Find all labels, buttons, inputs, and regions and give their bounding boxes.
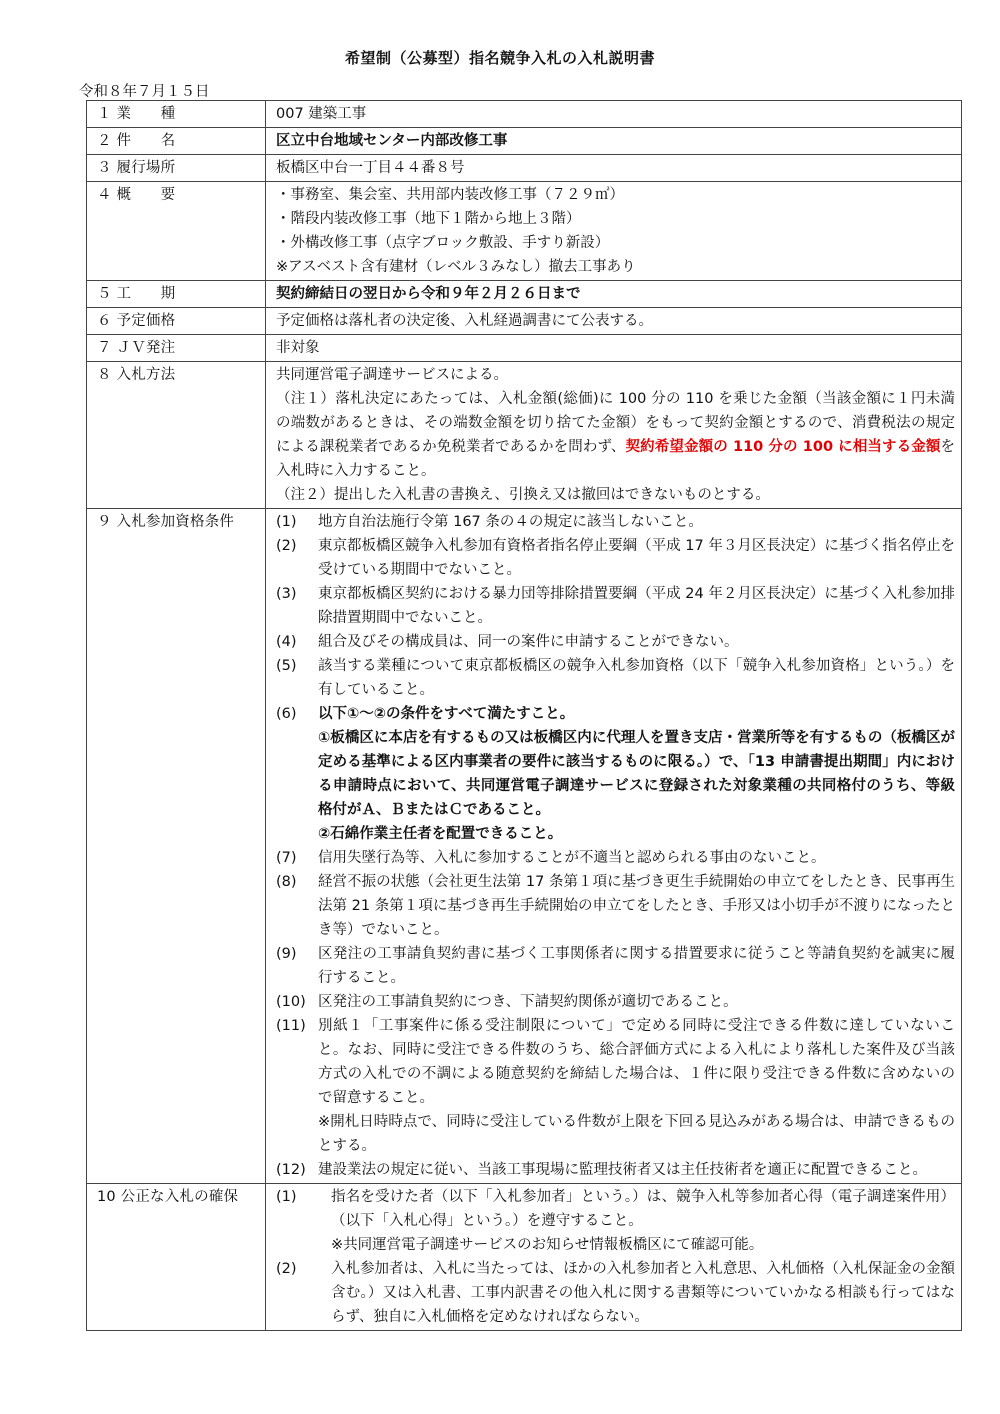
list-item xyxy=(276,1257,955,1329)
row-label: ５ 工 期 xyxy=(87,281,266,308)
bid-note-1 xyxy=(276,387,955,483)
item-text: 経営不振の状態（会社更生法第 17 条第１項に基づき更生手続開始の申立てをしたとき、民事再生法第 21 条第１項に基づき再生手続開始の申立てをしたとき、手形又は小切手が不渡りになったとき等）でないこと。 xyxy=(318,874,955,938)
bid-note-1-text: （注１）落札決定にあたっては、入札金額(総価)に 100 分の 110 を乗じた金額（当該金額に１円未満の端数があるときは、その端数金額を切り捨てた金額）をもって契約金額とするので、消費税法の規定による課税業者であるか免税業者であるかを問わず、 xyxy=(276,391,955,455)
spec-table xyxy=(86,100,962,1331)
row-label: ２ 件 名 xyxy=(87,128,266,155)
item-number: (11) xyxy=(276,1018,306,1034)
row-value xyxy=(266,1184,962,1331)
table-row xyxy=(87,1184,962,1331)
item-number: (2) xyxy=(276,538,297,554)
item-text: 区発注の工事請負契約につき、下請契約関係が適切であること。 xyxy=(318,994,738,1010)
list-item xyxy=(276,630,955,654)
summary-line: ※アスベスト含有建材（レベル３みなし）撤去工事あり xyxy=(276,259,636,275)
table-row xyxy=(87,362,962,509)
item-6-sub-2: ②石綿作業主任者を配置できること。 xyxy=(318,826,563,842)
table-row xyxy=(87,509,962,1184)
item-text: 指名を受けた者（以下「入札参加者」という。）は、競争入札等参加者心得（電子調達案件用）（以下「入札心得」という。）を遵守すること。 xyxy=(331,1189,955,1229)
bid-method-line: 共同運営電子調達サービスによる。 xyxy=(276,367,508,383)
item-text: 別紙１「工事案件に係る受注制限について」で定める同時に受注できる件数に達していないこと。なお、同時に受注できる件数のうち、総合評価方式による入札により落札した案件及び当該方式の入札での不調による随意契約を締結した場合は、１件に限り受注できる件数に含めないので留意すること。 xyxy=(318,1018,955,1106)
row-label: ３ 履行場所 xyxy=(87,155,266,182)
document-title: 希望制（公募型）指名競争入札の入札説明書 xyxy=(344,49,655,67)
item-number: (12) xyxy=(276,1162,306,1178)
item-text: 東京都板橋区競争入札参加有資格者指名停止要綱（平成 17 年３月区長決定）に基づく指名停止を受けている期間中でないこと。 xyxy=(318,538,955,578)
item-text: 地方自治法施行令第 167 条の４の規定に該当しないこと。 xyxy=(318,514,703,530)
item-text: 区発注の工事請負契約書に基づく工事関係者に関する措置要求に従うこと等請負契約を誠実に履行すること。 xyxy=(318,946,955,986)
row-value xyxy=(266,509,962,1184)
table-row xyxy=(87,335,962,362)
bid-note-2: （注２）提出した入札書の書換え、引換え又は撤回はできないものとする。 xyxy=(276,487,770,503)
item-number: (8) xyxy=(276,874,297,890)
item-number: (10) xyxy=(276,994,306,1010)
item-number: (2) xyxy=(276,1261,297,1277)
item-text: 東京都板橋区契約における暴力団等排除措置要綱（平成 24 年２月区長決定）に基づく入札参加排除措置期間中でないこと。 xyxy=(318,586,955,626)
row-value: 007 建築工事 xyxy=(266,101,962,128)
row-value: 区立中台地域センター内部改修工事 xyxy=(266,128,962,155)
item-number: (1) xyxy=(276,514,297,530)
row-value: 板橋区中台一丁目４４番８号 xyxy=(266,155,962,182)
row-label: ８ 入札方法 xyxy=(87,362,266,509)
list-item xyxy=(276,582,955,630)
list-item xyxy=(276,1014,955,1110)
list-item xyxy=(276,942,955,990)
table-row xyxy=(87,155,962,182)
item-11-note: ※開札日時時点で、同時に受注している件数が上限を下回る見込みがある場合は、申請できるものとする。 xyxy=(318,1114,955,1154)
list-item xyxy=(276,1158,955,1182)
table-row xyxy=(87,128,962,155)
list-item xyxy=(276,846,955,870)
table-row xyxy=(87,281,962,308)
item-text: 入札参加者は、入札に当たっては、ほかの入札参加者と入札意思、入札価格（入札保証金の金額含む。）又は入札書、工事内訳書その他入札に関する書類等についていかなる相談も行ってはならず、独自に入札価格を定めなければならない。 xyxy=(331,1261,955,1325)
bid-note-1-tail: を入札時に入力すること。 xyxy=(276,439,955,479)
list-item xyxy=(276,534,955,582)
item-number: (5) xyxy=(276,658,297,674)
item-6-sub-1: ①板橋区に本店を有するもの又は板橋区内に代理人を置き支店・営業所等を有するもの（板橋区が定める基準による区内事業者の要件に該当するものに限る。）で、「13 申請書提出期間」内における申請時点において、共同運営電子調達サービスに登録された対象業種の共同格付のうち、等級格付がＡ、ＢまたはＣであること。 xyxy=(318,730,955,818)
summary-line: ・外構改修工事（点字ブロック敷設、手すり新設） xyxy=(276,235,610,251)
list-item xyxy=(276,510,955,534)
summary-line: ・事務室、集会室、共用部内装改修工事（７２９㎡） xyxy=(276,187,624,203)
row-value xyxy=(266,362,962,509)
item-number: (3) xyxy=(276,586,297,602)
item-text: 組合及びその構成員は、同一の案件に申請することができない。 xyxy=(318,634,739,650)
row-label: ７ ＪＶ発注 xyxy=(87,335,266,362)
row-label: ６ 予定価格 xyxy=(87,308,266,335)
list-item xyxy=(276,702,955,726)
item-text: 建設業法の規定に従い、当該工事現場に監理技術者又は主任技術者を適正に配置できること。 xyxy=(318,1162,927,1178)
bid-note-1-highlight: 契約希望金額の 110 分の 100 に相当する金額 xyxy=(625,439,941,455)
list-item xyxy=(276,870,955,942)
fair-bid-note: ※共同運営電子調達サービスのお知らせ情報板橋区にて確認可能。 xyxy=(331,1237,764,1253)
item-text: 以下①～②の条件をすべて満たすこと。 xyxy=(318,706,575,722)
summary-line: ・階段内装改修工事（地下１階から地上３階） xyxy=(276,211,581,227)
row-value xyxy=(266,182,962,281)
item-number: (1) xyxy=(276,1189,297,1205)
item-text: 信用失墜行為等、入札に参加することが不適当と認められる事由のないこと。 xyxy=(318,850,826,866)
list-item xyxy=(276,990,955,1014)
item-number: (4) xyxy=(276,634,297,650)
list-item xyxy=(276,1185,955,1233)
list-item xyxy=(276,654,955,702)
item-text: 該当する業種について東京都板橋区の競争入札参加資格（以下「競争入札参加資格」という。）を有していること。 xyxy=(318,658,955,698)
item-number: (7) xyxy=(276,850,297,866)
row-label: ９ 入札参加資格条件 xyxy=(87,509,266,1184)
table-row xyxy=(87,182,962,281)
row-value: 契約締結日の翌日から令和９年２月２６日まで xyxy=(266,281,962,308)
row-label: 10 公正な入札の確保 xyxy=(87,1184,266,1331)
row-label: ４ 概 要 xyxy=(87,182,266,281)
item-number: (9) xyxy=(276,946,297,962)
row-label: １ 業 種 xyxy=(87,101,266,128)
table-row xyxy=(87,308,962,335)
row-value: 予定価格は落札者の決定後、入札経過調書にて公表する。 xyxy=(266,308,962,335)
table-row xyxy=(87,101,962,128)
row-value: 非対象 xyxy=(266,335,962,362)
item-number: (6) xyxy=(276,706,297,722)
document-date: 令和８年７月１５日 xyxy=(79,84,210,100)
